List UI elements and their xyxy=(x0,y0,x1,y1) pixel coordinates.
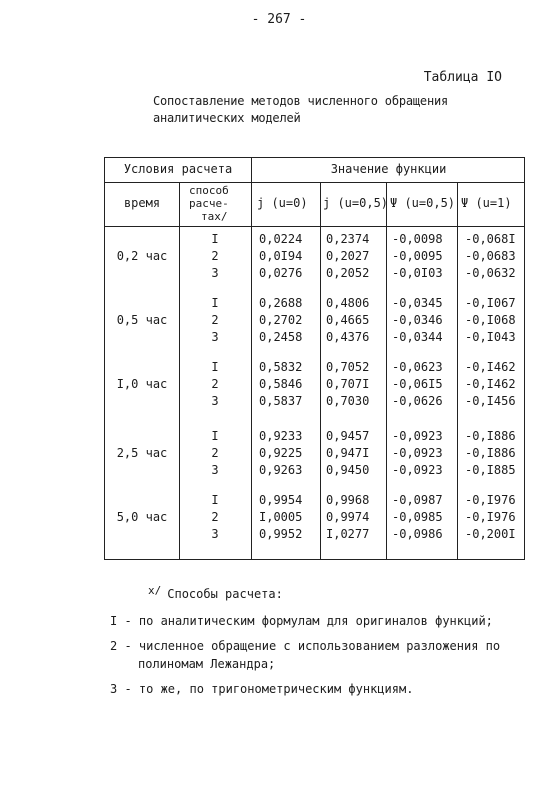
psi-u05-cell: -0,0098 -0,0095 -0,0I03 xyxy=(392,232,443,280)
footnote-title: Способы расчета: xyxy=(167,587,283,601)
header-function: Значение функции xyxy=(330,162,447,176)
j-u0-cell: 0,9233 0,9225 0,9263 xyxy=(259,429,303,477)
psi-u1-cell: -0,068I -0,0683 -0,0632 xyxy=(465,232,516,280)
header-method xyxy=(189,184,229,223)
comparison-table xyxy=(104,157,525,560)
method-cell: I 2 3 xyxy=(211,360,219,408)
j-u0-cell: 0,5832 0,5846 0,5837 xyxy=(259,360,303,408)
table-row-group xyxy=(105,231,526,285)
footnote-item-2: 2 - численное обращение с использованием разложения по xyxy=(110,639,501,653)
psi-u05-cell: -0,0345 -0,0346 -0,0344 xyxy=(392,296,443,344)
j-u0-cell: 0,2688 0,2702 0,2458 xyxy=(259,296,303,344)
header-time: время xyxy=(123,196,161,210)
psi-u1-cell: -0,I067 -0,I068 -0,I043 xyxy=(465,296,516,344)
method-cell: I 2 3 xyxy=(211,493,219,541)
table-row-group xyxy=(105,492,526,546)
method-cell: I 2 3 xyxy=(211,232,219,280)
time-cell: 2,5 час xyxy=(116,446,168,460)
j-u05-cell: 0,2374 0,2027 0,2052 xyxy=(326,232,370,280)
time-cell: 0,5 час xyxy=(116,313,168,327)
header-j-u05: j (u=0,5) xyxy=(323,196,389,210)
psi-u05-cell: -0,0987 -0,0985 -0,0986 xyxy=(392,493,443,541)
caption-line-2: аналитических моделей xyxy=(153,111,301,125)
page-number: - 267 - xyxy=(251,12,307,27)
footnote-mark: x/ xyxy=(148,584,162,597)
j-u0-cell: 0,0224 0,0I94 0,0276 xyxy=(259,232,303,280)
time-cell: 5,0 час xyxy=(116,510,168,524)
j-u0-cell: 0,9954 I,0005 0,9952 xyxy=(259,493,303,541)
psi-u05-cell: -0,0623 -0,06I5 -0,0626 xyxy=(392,360,443,408)
header-divider-left xyxy=(105,182,251,183)
footnote-item-1: I - по аналитическим формулам для оригиналов функций; xyxy=(110,614,493,628)
table-row-group xyxy=(105,428,526,482)
header-j-u0: j (u=0) xyxy=(257,196,308,210)
table-row-group xyxy=(105,359,526,413)
psi-u1-cell: -0,I462 -0,I462 -0,I456 xyxy=(465,360,516,408)
table-row-group xyxy=(105,295,526,349)
j-u05-cell: 0,4806 0,4665 0,4376 xyxy=(326,296,370,344)
time-cell: I,0 час xyxy=(116,377,168,391)
j-u05-cell: 0,7052 0,707I 0,7030 xyxy=(326,360,370,408)
header-divider xyxy=(251,182,524,183)
psi-u05-cell: -0,0923 -0,0923 -0,0923 xyxy=(392,429,443,477)
table-caption xyxy=(153,93,448,127)
method-cell: I 2 3 xyxy=(211,296,219,344)
j-u05-cell: 0,9457 0,947I 0,9450 xyxy=(326,429,370,477)
header-conditions: Условия расчета xyxy=(123,162,233,176)
header-psi-u05: Ψ (u=0,5) xyxy=(390,196,456,210)
header-method-line-3: таx/ xyxy=(201,210,228,223)
time-cell: 0,2 час xyxy=(116,249,168,263)
caption-line-1: Сопоставление методов численного обращения xyxy=(153,94,449,108)
header-bottom-rule xyxy=(105,226,524,227)
table-label: Таблица IO xyxy=(423,70,502,85)
j-u05-cell: 0,9968 0,9974 I,0277 xyxy=(326,493,370,541)
header-method-line-1: способ xyxy=(189,184,229,197)
footnote-item-2-continued: полиномам Лежандра; xyxy=(138,657,276,671)
psi-u1-cell: -0,I886 -0,I886 -0,I885 xyxy=(465,429,516,477)
psi-u1-cell: -0,I976 -0,I976 -0,200I xyxy=(465,493,516,541)
footnote-item-3: 3 - то же, по тригонометрическим функциям. xyxy=(110,682,414,696)
header-psi-u1: Ψ (u=1) xyxy=(461,196,512,210)
header-method-line-2: расче- xyxy=(189,197,229,210)
method-cell: I 2 3 xyxy=(211,429,219,477)
footnote-heading xyxy=(148,585,283,604)
